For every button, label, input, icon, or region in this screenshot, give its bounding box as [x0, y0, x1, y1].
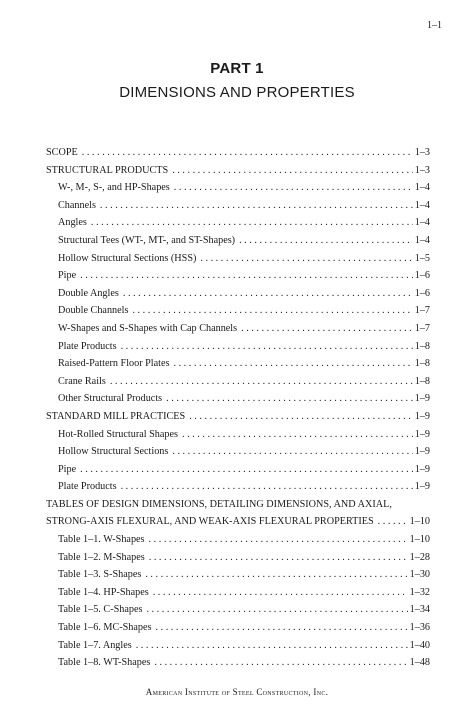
toc-entry-title: Hollow Structural Sections (HSS) — [58, 252, 197, 264]
toc-entry-page: 1–48 — [409, 657, 430, 669]
toc-entry[interactable] — [46, 267, 430, 285]
toc-leader — [80, 461, 413, 479]
toc-leader — [153, 584, 408, 602]
toc-leader — [146, 601, 407, 619]
toc-entry-title: Table 1–5. C-Shapes — [58, 604, 143, 616]
toc-entry-title: Pipe — [58, 270, 77, 282]
toc-entry-page: 1–4 — [414, 217, 430, 229]
toc-leader — [239, 232, 413, 250]
toc-leader — [189, 408, 413, 426]
toc-leader — [200, 250, 412, 268]
toc-entry[interactable] — [46, 355, 430, 373]
toc-leader — [154, 654, 407, 672]
toc-entry-page: 1–4 — [414, 199, 430, 211]
toc-entry[interactable] — [46, 197, 430, 215]
toc-entry-structural-products[interactable] — [46, 162, 430, 180]
toc-entry-table[interactable] — [46, 637, 430, 655]
toc-leader — [82, 144, 413, 162]
toc-leader — [136, 637, 408, 655]
toc-entry[interactable] — [46, 285, 430, 303]
toc-entry-title: W-, M-, S-, and HP-Shapes — [58, 182, 170, 194]
toc-entry-title: W-Shapes and S-Shapes with Cap Channels — [58, 322, 238, 334]
toc-entry-table[interactable] — [46, 654, 430, 672]
toc-leader — [123, 285, 413, 303]
toc-entry-title: SCOPE — [46, 147, 78, 158]
toc-entry-title: Plate Products — [58, 481, 117, 493]
footer-text: American Institute of Steel Construction, Inc. — [145, 687, 329, 697]
toc-entry-title: Pipe — [58, 463, 77, 475]
toc-entry-table[interactable] — [46, 531, 430, 549]
toc-entry-title: Double Angles — [58, 287, 119, 299]
toc-entry-title: Raised-Pattern Floor Plates — [58, 358, 170, 370]
toc-entry-standard-mill-practices[interactable] — [46, 408, 430, 426]
toc-entry-title: Table 1–1. W-Shapes — [58, 534, 145, 546]
toc-entry-title: STRONG-AXIS FLEXURAL, AND WEAK-AXIS FLEXURAL PROPERTIES — [46, 516, 374, 528]
toc-leader — [100, 197, 413, 215]
toc-entry-page: 1–8 — [414, 375, 430, 387]
toc-entry-page: 1–28 — [409, 551, 430, 563]
toc-entry-page: 1–9 — [414, 393, 430, 405]
toc-entry-title: Channels — [58, 199, 96, 211]
toc-leader — [172, 162, 413, 180]
toc-entry[interactable] — [46, 179, 430, 197]
toc-leader — [166, 390, 413, 408]
toc-entry-page: 1–4 — [414, 182, 430, 194]
footer-publisher — [0, 687, 474, 697]
toc-entry-title: Table 1–2. M-Shapes — [58, 551, 145, 563]
toc-entry-table[interactable] — [46, 566, 430, 584]
toc-entry-page: 1–9 — [414, 446, 430, 458]
toc-leader — [174, 179, 413, 197]
toc-entry-title: Plate Products — [58, 340, 117, 352]
toc-entry[interactable] — [46, 232, 430, 250]
toc-entry[interactable] — [46, 390, 430, 408]
toc-entry-page: 1–6 — [414, 287, 430, 299]
toc-entry[interactable] — [46, 338, 430, 356]
toc-entry[interactable] — [46, 214, 430, 232]
toc-leader — [241, 320, 413, 338]
table-of-contents — [46, 144, 430, 672]
toc-entry-page: 1–6 — [414, 270, 430, 282]
toc-entry-page: 1–4 — [414, 234, 430, 246]
toc-leader — [145, 566, 407, 584]
toc-entry[interactable] — [46, 426, 430, 444]
toc-entry-title: Angles — [58, 217, 87, 229]
toc-entry-table[interactable] — [46, 584, 430, 602]
toc-entry-page: 1–3 — [414, 164, 430, 176]
toc-entry-page: 1–9 — [414, 481, 430, 493]
toc-entry-table[interactable] — [46, 549, 430, 567]
toc-entry-page: 1–34 — [409, 604, 430, 616]
toc-leader — [172, 443, 412, 461]
toc-entry-title: STRUCTURAL PRODUCTS — [46, 164, 169, 176]
toc-entry-page: 1–8 — [414, 358, 430, 370]
toc-entry-table[interactable] — [46, 601, 430, 619]
toc-entry-title: Crane Rails — [58, 375, 106, 387]
toc-entry-title: Hollow Structural Sections — [58, 446, 169, 458]
toc-leader — [80, 267, 413, 285]
toc-entry-page: 1–40 — [409, 639, 430, 651]
toc-entry-page: 1–32 — [409, 586, 430, 598]
toc-entry-page: 1–7 — [414, 305, 430, 317]
toc-entry-title: Table 1–3. S-Shapes — [58, 569, 142, 581]
toc-entry-page: 1–9 — [414, 428, 430, 440]
toc-entry-title: STANDARD MILL PRACTICES — [46, 410, 186, 422]
toc-entry-page: 1–3 — [414, 147, 430, 158]
toc-leader — [110, 373, 413, 391]
toc-entry-page: 1–9 — [414, 463, 430, 475]
toc-leader — [378, 513, 408, 531]
toc-entry-title: Table 1–7. Angles — [58, 639, 132, 651]
toc-entry-title: Table 1–6. MC-Shapes — [58, 622, 152, 634]
toc-entry-page: 1–10 — [409, 534, 430, 546]
toc-leader — [132, 302, 412, 320]
toc-entry-tables-heading-line1[interactable] — [46, 496, 430, 514]
toc-entry-page: 1–8 — [414, 340, 430, 352]
toc-entry-page: 1–30 — [409, 569, 430, 581]
page-number: 1–1 — [427, 20, 442, 31]
toc-entry-title: Double Channels — [58, 305, 129, 317]
toc-entry-title: Table 1–4. HP-Shapes — [58, 586, 149, 598]
toc-entry[interactable] — [46, 443, 430, 461]
toc-entry-table[interactable] — [46, 619, 430, 637]
toc-entry[interactable] — [46, 320, 430, 338]
toc-entry-page: 1–5 — [414, 252, 430, 264]
toc-entry[interactable] — [46, 250, 430, 268]
toc-entry-title: Structural Tees (WT-, MT-, and ST-Shapes) — [58, 234, 236, 246]
toc-leader — [91, 214, 413, 232]
toc-entry-title: Hot-Rolled Structural Shapes — [58, 428, 178, 440]
toc-entry-title: Table 1–8. WT-Shapes — [58, 657, 151, 669]
toc-leader — [149, 531, 408, 549]
toc-entry[interactable] — [46, 373, 430, 391]
toc-entry[interactable] — [46, 302, 430, 320]
toc-entry-title: Other Structural Products — [58, 393, 163, 405]
toc-leader — [121, 338, 413, 356]
toc-entry-tables-heading-line2[interactable] — [46, 513, 430, 531]
part-label: PART 1 — [210, 60, 264, 77]
toc-leader — [173, 355, 412, 373]
toc-leader — [121, 478, 413, 496]
toc-entry-page: 1–9 — [414, 410, 430, 422]
part-title: DIMENSIONS AND PROPERTIES — [119, 84, 355, 101]
toc-leader — [156, 619, 408, 637]
toc-leader — [182, 426, 413, 444]
toc-entry-scope[interactable] — [46, 144, 430, 162]
toc-entry-page: 1–7 — [414, 322, 430, 334]
toc-leader — [149, 549, 408, 567]
toc-entry[interactable] — [46, 461, 430, 479]
toc-entry[interactable] — [46, 478, 430, 496]
toc-entry-page: 1–10 — [409, 516, 430, 528]
toc-entry-page: 1–36 — [409, 622, 430, 634]
toc-entry-title: TABLES OF DESIGN DIMENSIONS, DETAILING DIMENSIONS, AND AXIAL, — [46, 498, 392, 510]
